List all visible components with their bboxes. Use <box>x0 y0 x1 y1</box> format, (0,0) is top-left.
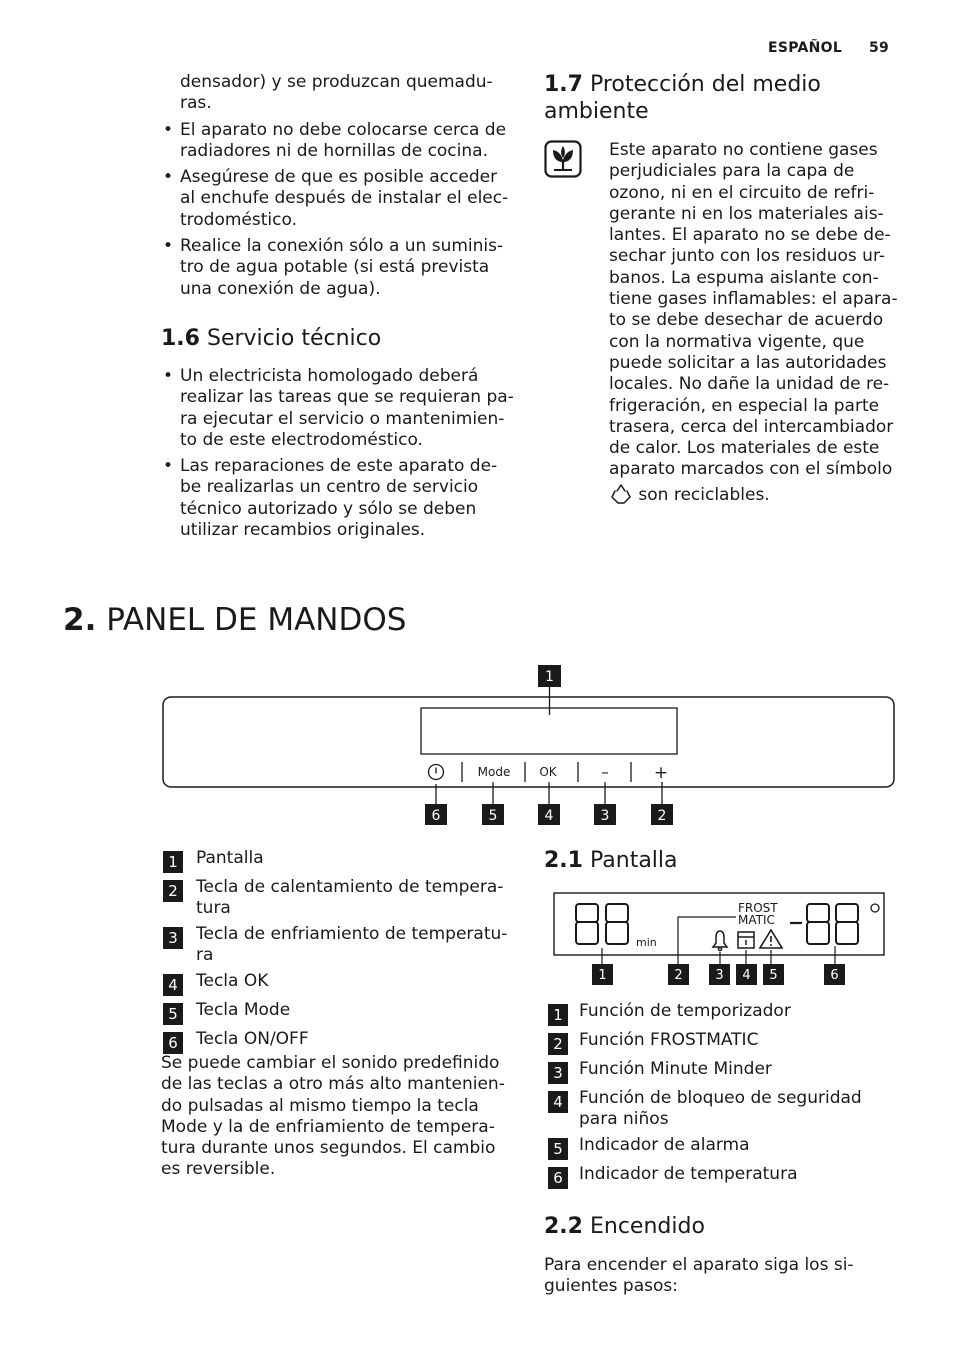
mode-button[interactable]: Mode <box>477 765 511 779</box>
section-heading-2-2: 2.2 Encendido <box>544 1214 705 1239</box>
legend-item: 6 Tecla ON/OFF <box>163 1029 523 1050</box>
display-frame <box>554 893 884 955</box>
legend-item: 4 Tecla OK <box>163 971 523 992</box>
matic-label: MATIC <box>738 913 775 927</box>
power-on-paragraph: Para encender el aparato siga los si- guientes pasos: <box>544 1255 854 1297</box>
environment-icon <box>544 140 582 178</box>
environment-paragraph: Este aparato no contiene gases perjudiciales para la capa de ozono, ni en el circuito de refri- gerante ni en los materiales ais- lantes. El aparato no se debe de- sechar junto con los residuos ur- banos. La espuma aislante con- tiene gases inflamables: el apara- to se debe desechar de acuerdo con la normativa vigente, que puede solicitar a las autoridades locales. No dañe la unidad de re- frigeración, en especial la parte trasera, cerca del intercambiador de calor. Los materiales de este aparato marcados con el símbolo son reciclables. <box>609 140 898 505</box>
display-callout-6: 6 <box>830 968 839 983</box>
control-panel-diagram <box>150 660 910 830</box>
power-button[interactable] <box>429 765 444 780</box>
callout-1-label: 1 <box>545 669 554 685</box>
display-diagram <box>550 888 890 992</box>
legend-item: 5 Tecla Mode <box>163 1000 523 1021</box>
legend-item: 5 Indicador de alarma <box>548 1135 908 1156</box>
degree-icon <box>871 904 879 912</box>
bell-icon <box>713 931 727 951</box>
callout-3-label: 3 <box>600 808 610 824</box>
legend-item: 2 Tecla de calentamiento de tempera- tura <box>163 877 523 919</box>
display-callout-1: 1 <box>598 968 607 983</box>
bullet: • <box>163 167 174 187</box>
list-item: • Un electricista homologado deberá realizar las tareas que se requieran pa- ra ejecutar el servicio o mantenimien- to de este electrodoméstico. <box>163 366 514 450</box>
ok-button[interactable]: OK <box>539 765 557 779</box>
legend-item: 3 Tecla de enfriamiento de temperatu- ra <box>163 924 523 966</box>
minus-button[interactable]: – <box>601 763 609 781</box>
plus-button[interactable]: + <box>653 763 669 783</box>
display-callout-3: 3 <box>715 968 724 983</box>
continuation-text <box>180 72 520 115</box>
temperature-digits <box>807 904 858 944</box>
display-callout-5: 5 <box>769 968 778 983</box>
list-item: • Asegúrese de que es posible acceder al enchufe después de instalar el elec- trodoméstico. <box>163 167 509 230</box>
legend-item: 6 Indicador de temperatura <box>548 1164 908 1185</box>
recycle-icon <box>609 483 633 505</box>
callout-6-label: 6 <box>431 808 441 824</box>
text-line: ras. <box>180 93 212 114</box>
child-lock-icon <box>738 932 754 948</box>
frost-label: FROST <box>738 901 778 915</box>
bullet: • <box>163 456 174 476</box>
list-item: • Las reparaciones de este aparato de- be realizarlas un centro de servicio técnico autorizado y sólo se deben utilizar recambios originales. <box>163 456 498 540</box>
section-heading-1-7: 1.7 Protección del medio ambiente <box>544 72 821 124</box>
bullet: • <box>163 366 174 386</box>
legend-item: 1 Función de temporizador <box>548 1001 908 1022</box>
sound-paragraph: Se puede cambiar el sonido predefinido de las teclas a otro más alto mantenien- do pulsadas al mismo tiempo la tecla Mode y la de enfriamiento de tempera- tura durante unos segundos. El cambio es reversible. <box>161 1053 505 1180</box>
legend-item: 1 Pantalla <box>163 848 523 869</box>
panel-frame <box>163 697 894 787</box>
text-line: densador) y se produzcan quemadu- <box>180 72 493 92</box>
list-item: • El aparato no debe colocarse cerca de radiadores ni de hornillas de cocina. <box>163 120 507 162</box>
legend-item: 4 Función de bloqueo de seguridad para niños <box>548 1088 908 1130</box>
chapter-heading: 2. PANEL DE MANDOS <box>63 602 407 638</box>
display-callout-4: 4 <box>742 968 751 983</box>
display-callout-2: 2 <box>674 968 683 983</box>
legend-item: 2 Función FROSTMATIC <box>548 1030 908 1051</box>
timer-digits <box>576 904 628 944</box>
callout-2-label: 2 <box>657 808 667 824</box>
page-number: 59 <box>869 40 890 56</box>
legend-item: 3 Función Minute Minder <box>548 1059 908 1080</box>
callout-4-label: 4 <box>544 808 554 824</box>
list-item: • Realice la conexión sólo a un suminis- tro de agua potable (si está prevista una conexión de agua). <box>163 236 504 299</box>
alarm-icon <box>760 930 782 948</box>
bullet: • <box>163 120 174 140</box>
bullet: • <box>163 236 174 256</box>
callout-5-label: 5 <box>488 808 498 824</box>
header-section: ESPAÑOL <box>768 40 843 56</box>
section-heading-2-1: 2.1 Pantalla <box>544 848 678 873</box>
min-label: min <box>636 936 657 949</box>
section-heading-1-6: 1.6 Servicio técnico <box>161 326 382 351</box>
